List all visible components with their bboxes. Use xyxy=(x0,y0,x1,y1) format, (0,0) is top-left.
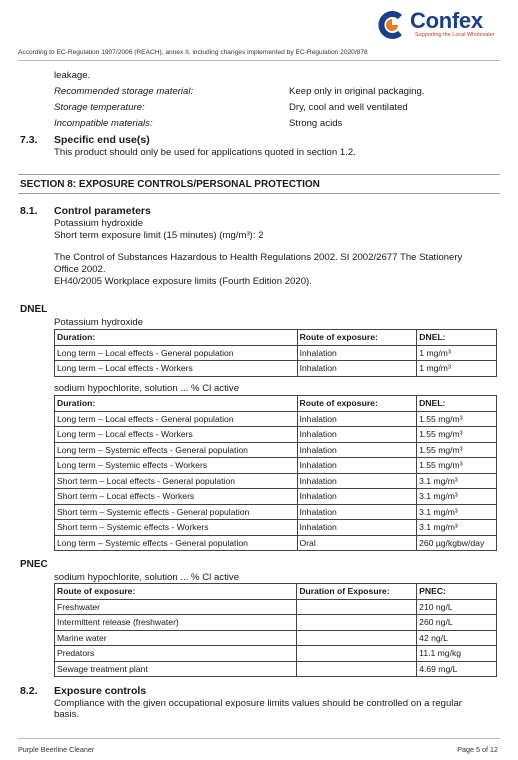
section-text: This product should only be used for applications quoted in section 1.2. xyxy=(54,147,356,158)
table-row xyxy=(55,646,497,662)
dnel-table-potassium xyxy=(54,329,497,377)
table-cell: Inhalation xyxy=(297,345,417,361)
table-row xyxy=(55,520,497,536)
section-8-header xyxy=(18,174,500,194)
table-cell: 260 ng/L xyxy=(417,615,497,631)
table-cell: 1.55 mg/m³ xyxy=(417,458,497,474)
table-cell: 3.1 mg/m³ xyxy=(417,489,497,505)
table-cell: Inhalation xyxy=(297,442,417,458)
table-row xyxy=(55,535,497,551)
column-header: Route of exposure: xyxy=(55,584,297,600)
table-row xyxy=(55,411,497,427)
footer-product: Purple Beerline Cleaner xyxy=(18,745,95,754)
table-cell: Intermittent release (freshwater) xyxy=(55,615,297,631)
table-cell xyxy=(297,661,417,677)
table-cell: Long term – Local effects - Workers xyxy=(55,361,298,377)
table-cell: Short term – Systemic effects - General population xyxy=(55,504,298,520)
regulation-text: The Control of Substances Hazardous to Health Regulations 2002. SI 2002/2677 The Stationery xyxy=(54,252,463,263)
pnec-table xyxy=(54,583,497,677)
table-cell: 1 mg/m³ xyxy=(417,345,497,361)
table-header-row xyxy=(55,330,497,346)
table-cell: Short term – Systemic effects - Workers xyxy=(55,520,298,536)
confex-logo-icon xyxy=(378,11,406,39)
regulation-line: According to EC-Regulation 1907/2006 (REACH), annex II, including changes implemented by EC-Regulation 2020/878 xyxy=(18,49,368,56)
section-title: Exposure controls xyxy=(54,685,147,697)
table-cell: Sewage treatment plant xyxy=(55,661,297,677)
table-cell: Long term – Local effects - General population xyxy=(55,345,298,361)
table-cell: Marine water xyxy=(55,630,297,646)
table-cell: Long term – Local effects - Workers xyxy=(55,427,298,443)
table-substance: sodium hypochlorite, solution ... % Cl active xyxy=(54,383,240,394)
table-cell: Inhalation xyxy=(297,411,417,427)
table-cell: 3.1 mg/m³ xyxy=(417,504,497,520)
section-number: 7.3. xyxy=(20,134,38,146)
table-cell: Long term – Local effects - General population xyxy=(55,411,298,427)
table-row xyxy=(55,630,497,646)
storage-value: Keep only in original packaging. xyxy=(289,86,425,97)
table-cell: 1 mg/m³ xyxy=(417,361,497,377)
storage-value: Dry, cool and well ventilated xyxy=(289,102,408,113)
table-row xyxy=(55,489,497,505)
header-divider xyxy=(18,60,500,61)
table-cell: 1.55 mg/m³ xyxy=(417,427,497,443)
table-cell: Long term – Systemic effects - General population xyxy=(55,442,298,458)
table-row xyxy=(55,473,497,489)
table-cell xyxy=(297,646,417,662)
table-substance: sodium hypochlorite, solution ... % Cl active xyxy=(54,572,240,583)
regulation-text: Office 2002. xyxy=(54,264,106,275)
table-cell xyxy=(297,615,417,631)
dnel-table-hypochlorite xyxy=(54,395,497,551)
table-row xyxy=(55,458,497,474)
column-header: DNEL: xyxy=(417,396,497,412)
table-row xyxy=(55,661,497,677)
brand-name: Confex xyxy=(410,8,483,33)
table-header-row xyxy=(55,396,497,412)
table-cell: Inhalation xyxy=(297,473,417,489)
exposure-limit: Short term exposure limit (15 minutes) (mg/m³): 2 xyxy=(54,230,264,241)
table-cell: Inhalation xyxy=(297,427,417,443)
table-row xyxy=(55,599,497,615)
dnel-heading: DNEL xyxy=(20,304,48,315)
table-cell: Inhalation xyxy=(297,489,417,505)
table-cell: Oral xyxy=(297,535,417,551)
table-cell: 260 µg/kgbw/day xyxy=(417,535,497,551)
column-header: Route of exposure: xyxy=(297,330,417,346)
table-cell: 1.55 mg/m³ xyxy=(417,411,497,427)
table-row xyxy=(55,442,497,458)
column-header: DNEL: xyxy=(417,330,497,346)
table-cell: Inhalation xyxy=(297,504,417,520)
substance-name: Potassium hydroxide xyxy=(54,218,144,229)
table-row xyxy=(55,345,497,361)
footer-page-number: Page 5 of 12 xyxy=(457,745,498,754)
table-cell xyxy=(297,599,417,615)
column-header: Duration: xyxy=(55,396,298,412)
table-row xyxy=(55,615,497,631)
pnec-heading: PNEC xyxy=(20,559,48,570)
section-text: basis. xyxy=(54,709,80,720)
brand-tagline: Supporting the Local Wholesaler xyxy=(415,32,495,38)
leakage-text: leakage. xyxy=(54,70,91,81)
storage-label: Recommended storage material: xyxy=(54,86,194,97)
column-header: Duration: xyxy=(55,330,298,346)
table-cell: Long term – Systemic effects - General population xyxy=(55,535,298,551)
table-cell: Inhalation xyxy=(297,458,417,474)
section-number: 8.1. xyxy=(20,205,38,217)
table-cell: 3.1 mg/m³ xyxy=(417,520,497,536)
column-header: Route of exposure: xyxy=(297,396,417,412)
section-title: Control parameters xyxy=(54,205,151,217)
table-cell: Freshwater xyxy=(55,599,297,615)
column-header: Duration of Exposure: xyxy=(297,584,417,600)
footer-divider xyxy=(18,738,500,739)
table-cell: Short term – Local effects - Workers xyxy=(55,489,298,505)
regulation-text: EH40/2005 Workplace exposure limits (Fourth Edition 2020). xyxy=(54,276,312,287)
table-cell: Inhalation xyxy=(297,520,417,536)
table-row xyxy=(55,427,497,443)
storage-label: Incompatible materials: xyxy=(54,118,153,129)
table-cell: 42 ng/L xyxy=(417,630,497,646)
table-cell xyxy=(297,630,417,646)
confex-logo xyxy=(378,8,496,42)
table-substance: Potassium hydroxide xyxy=(54,317,144,328)
section-text: Compliance with the given occupational exposure limits values should be controlled on a regular xyxy=(54,698,462,709)
table-cell: 3.1 mg/m³ xyxy=(417,473,497,489)
storage-label: Storage temperature: xyxy=(54,102,145,113)
column-header: PNEC: xyxy=(417,584,497,600)
table-cell: Predators xyxy=(55,646,297,662)
table-cell: Short term – Local effects - General population xyxy=(55,473,298,489)
section-8-title: SECTION 8: EXPOSURE CONTROLS/PERSONAL PROTECTION xyxy=(20,179,320,190)
table-cell: 210 ng/L xyxy=(417,599,497,615)
table-row xyxy=(55,504,497,520)
table-header-row xyxy=(55,584,497,600)
section-number: 8.2. xyxy=(20,685,38,697)
table-cell: 1.55 mg/m³ xyxy=(417,442,497,458)
table-cell: Long term – Systemic effects - Workers xyxy=(55,458,298,474)
section-title: Specific end use(s) xyxy=(54,134,150,146)
storage-value: Strong acids xyxy=(289,118,343,129)
table-cell: 11.1 mg/kg xyxy=(417,646,497,662)
table-row xyxy=(55,361,497,377)
table-cell: 4.69 mg/L xyxy=(417,661,497,677)
table-cell: Inhalation xyxy=(297,361,417,377)
